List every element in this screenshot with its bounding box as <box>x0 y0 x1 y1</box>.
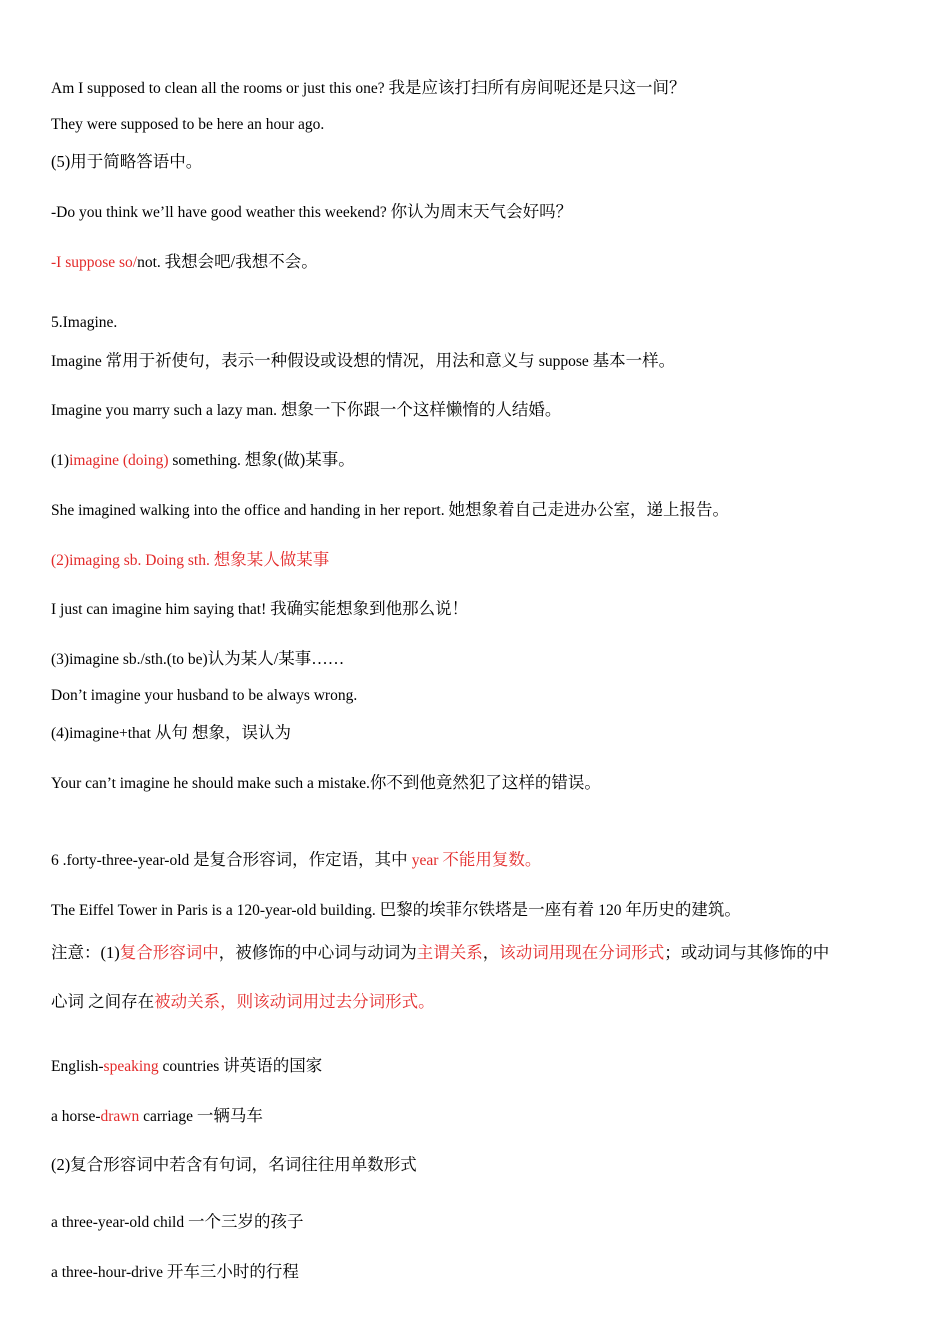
text-line: Imagine 常用于祈使句，表示一种假设或设想的情况，用法和意义与 suppose 基本一样。 <box>51 351 676 370</box>
text-line: a three-hour-drive 开车三小时的行程 <box>51 1262 299 1281</box>
text-line: I just can imagine him saying that! 我确实能想象到他那么说！ <box>51 599 469 618</box>
text-line: a three-year-old child 一个三岁的孩子 <box>51 1212 304 1231</box>
section-heading: 6 .forty-three-year-old 是复合形容词，作定语，其中 year 不能用复数。 <box>51 850 542 869</box>
text-line: 注意：(1)复合形容词中，被修饰的中心词与动词为主谓关系，该动词用现在分词形式；或动词与其修饰的中 <box>51 943 830 962</box>
text-line: Am I supposed to clean all the rooms or just this one? 我是应该打扫所有房间呢还是只这一间？ <box>51 78 686 97</box>
text-line: a horse-drawn carriage 一辆马车 <box>51 1106 263 1125</box>
text-line: (2)imaging sb. Doing sth. 想象某人做某事 <box>51 550 330 569</box>
text-line: -Do you think we’ll have good weather this weekend? 你认为周末天气会好吗？ <box>51 202 573 221</box>
text-line: (2)复合形容词中若含有句词，名词往往用单数形式 <box>51 1155 417 1174</box>
text-line: She imagined walking into the office and handing in her report. 她想象着自己走进办公室，递上报告。 <box>51 500 729 519</box>
text-line: 心词 之间存在被动关系，则该动词用过去分词形式。 <box>51 992 435 1011</box>
text-line: (3)imagine sb./sth.(to be)认为某人/某事…… <box>51 649 345 668</box>
text-line: Imagine you marry such a lazy man. 想象一下你跟一个这样懒惰的人结婚。 <box>51 400 562 419</box>
text-line: (1)imagine (doing) something. 想象(做)某事。 <box>51 450 355 469</box>
text-line: Your can’t imagine he should make such a mistake.你不到他竟然犯了这样的错误。 <box>51 773 601 792</box>
text-line: The Eiffel Tower in Paris is a 120-year-old building. 巴黎的埃菲尔铁塔是一座有着 120 年历史的建筑。 <box>51 900 741 919</box>
text-line: (4)imagine+that 从句 想象，误认为 <box>51 723 291 742</box>
text-line: Don’t imagine your husband to be always wrong. <box>51 687 358 704</box>
text-line: (5)用于简略答语中。 <box>51 152 203 171</box>
text-line: They were supposed to be here an hour ago. <box>51 116 325 133</box>
text-line: English-speaking countries 讲英语的国家 <box>51 1056 323 1075</box>
section-heading: 5.Imagine. <box>51 314 118 331</box>
text-line: -I suppose so/not. 我想会吧/我想不会。 <box>51 252 318 271</box>
